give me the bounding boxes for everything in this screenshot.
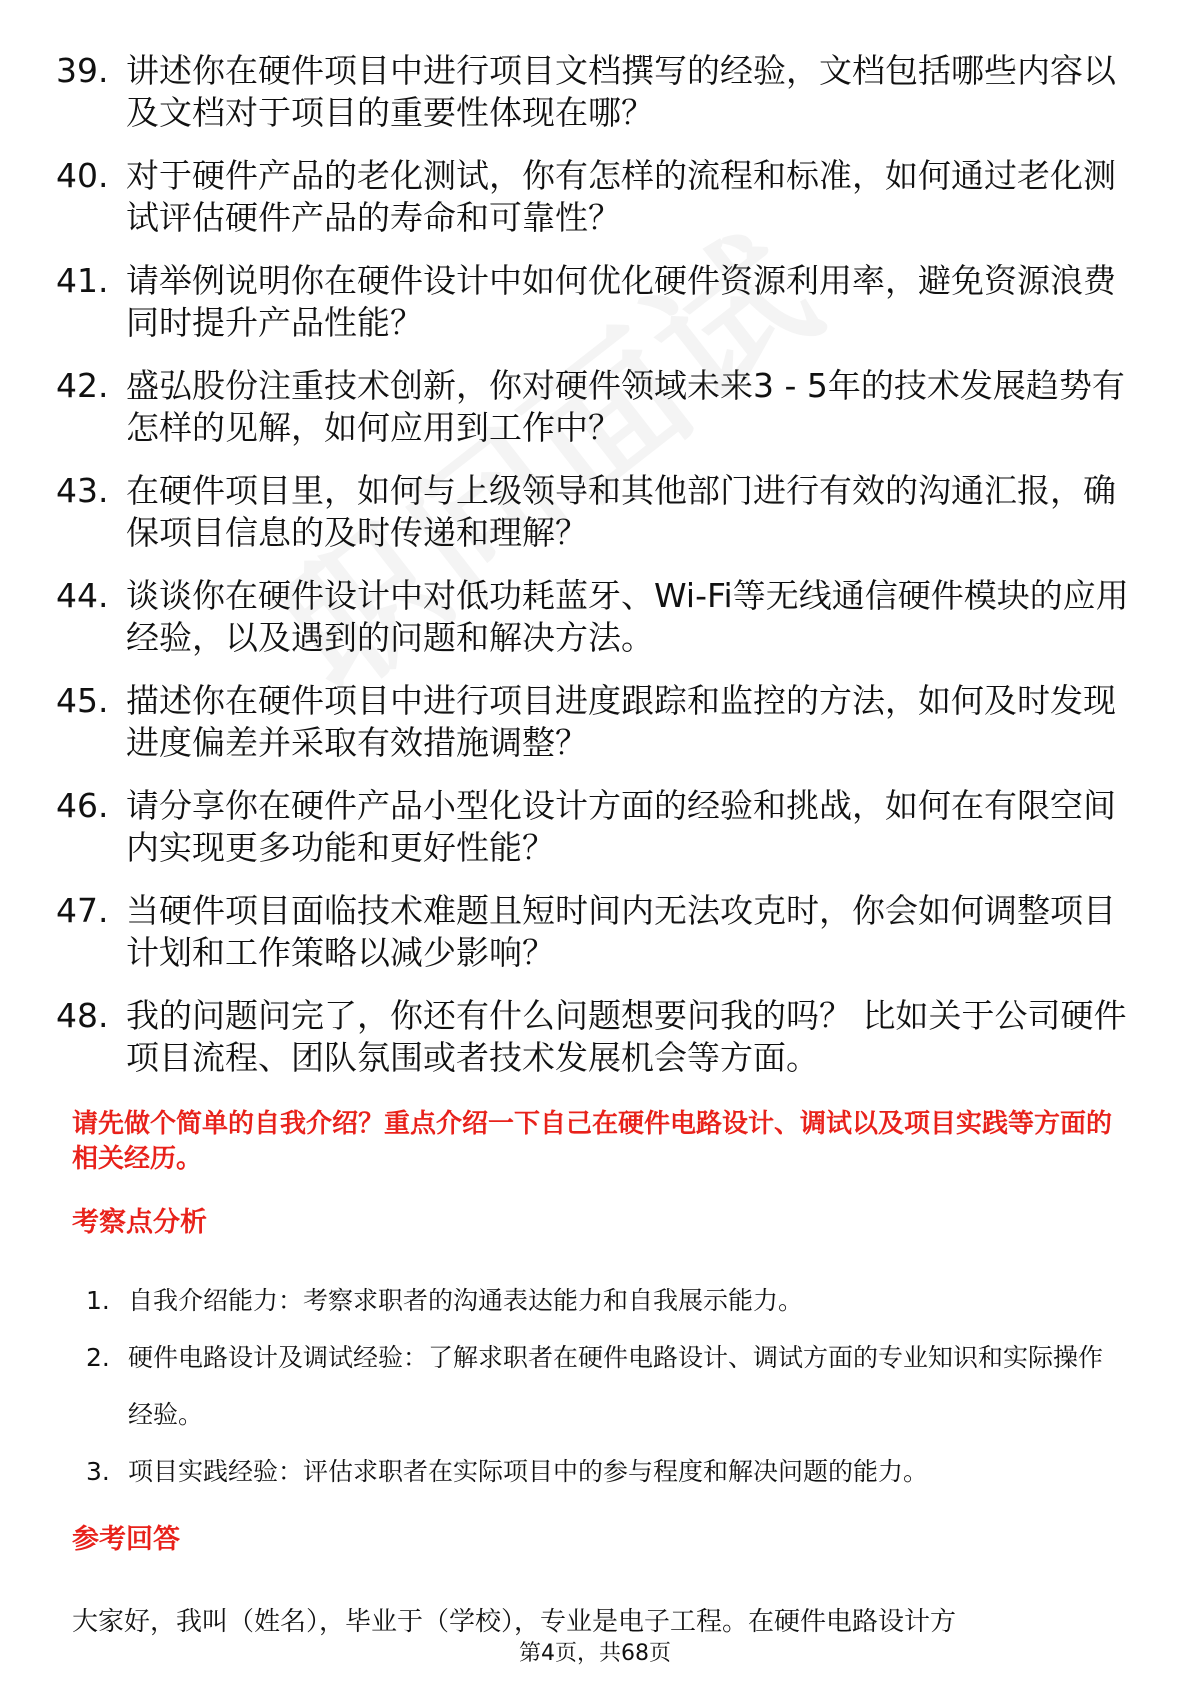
- question-list: [56, 50, 1136, 1100]
- question-item: [56, 470, 1136, 554]
- question-number: 48.: [56, 996, 109, 1035]
- question-text: 我的问题问完了，你还有什么问题想要问我的吗？ 比如关于公司硬件项目流程、团队氛围或者技术发展机会等方面。: [126, 996, 1127, 1077]
- analysis-number: 3.: [86, 1457, 110, 1486]
- question-text: 谈谈你在硬件设计中对低功耗蓝牙、Wi-Fi等无线通信硬件模块的应用经验，以及遇到的问题和解决方法。: [126, 576, 1129, 657]
- question-item: [56, 890, 1136, 974]
- analysis-list: [86, 1272, 1126, 1500]
- question-number: 47.: [56, 891, 109, 930]
- question-text: 在硬件项目里，如何与上级领导和其他部门进行有效的沟通汇报，确保项目信息的及时传递和理解？: [126, 471, 1116, 552]
- analysis-number: 1.: [86, 1286, 110, 1315]
- question-number: 40.: [56, 156, 109, 195]
- question-number: 42.: [56, 366, 109, 405]
- question-number: 39.: [56, 51, 109, 90]
- question-item: [56, 365, 1136, 449]
- analysis-text: 硬件电路设计及调试经验：了解求职者在硬件电路设计、调试方面的专业知识和实际操作经验。: [128, 1343, 1104, 1429]
- question-item: [56, 995, 1136, 1079]
- question-number: 43.: [56, 471, 109, 510]
- question-item: [56, 155, 1136, 239]
- question-item: [56, 50, 1136, 134]
- answer-heading: 参考回答: [72, 1524, 180, 1555]
- question-number: 46.: [56, 786, 109, 825]
- question-number: 44.: [56, 576, 109, 615]
- question-number: 41.: [56, 261, 109, 300]
- analysis-item: [86, 1443, 1126, 1500]
- question-text: 对于硬件产品的老化测试，你有怎样的流程和标准，如何通过老化测试评估硬件产品的寿命和可靠性？: [126, 156, 1116, 237]
- analysis-heading: 考察点分析: [72, 1207, 207, 1238]
- analysis-text: 项目实践经验：评估求职者在实际项目中的参与程度和解决问题的能力。: [128, 1457, 929, 1486]
- analysis-item: [86, 1272, 1126, 1329]
- question-text: 讲述你在硬件项目中进行项目文档撰写的经验，文档包括哪些内容以及文档对于项目的重要性体现在哪？: [126, 51, 1116, 132]
- analysis-text: 自我介绍能力：考察求职者的沟通表达能力和自我展示能力。: [128, 1286, 804, 1315]
- question-text: 当硬件项目面临技术难题且短时间内无法攻克时，你会如何调整项目计划和工作策略以减少影响？: [126, 891, 1116, 972]
- analysis-number: 2.: [86, 1343, 110, 1372]
- question-text: 请分享你在硬件产品小型化设计方面的经验和挑战，如何在有限空间内实现更多功能和更好性能？: [126, 786, 1116, 867]
- question-text: 请举例说明你在硬件设计中如何优化硬件资源利用率，避免资源浪费同时提升产品性能？: [126, 261, 1116, 342]
- answer-body: 大家好，我叫（姓名），毕业于（学校），专业是电子工程。在硬件电路设计方: [72, 1607, 957, 1637]
- page-footer: 第4页，共68页: [519, 1641, 671, 1666]
- question-item: [56, 260, 1136, 344]
- question-text: 盛弘股份注重技术创新，你对硬件领域未来3 - 5年的技术发展趋势有怎样的见解，如何应用到工作中？: [126, 366, 1125, 447]
- question-item: [56, 785, 1136, 869]
- question-item: [56, 575, 1136, 659]
- question-number: 45.: [56, 681, 109, 720]
- question-text: 描述你在硬件项目中进行项目进度跟踪和监控的方法，如何及时发现进度偏差并采取有效措施调整？: [126, 681, 1116, 762]
- featured-question-heading: 请先做个简单的自我介绍？重点介绍一下自己在硬件电路设计、调试以及项目实践等方面的相关经历。: [72, 1109, 1113, 1174]
- question-item: [56, 680, 1136, 764]
- analysis-item: [86, 1329, 1126, 1443]
